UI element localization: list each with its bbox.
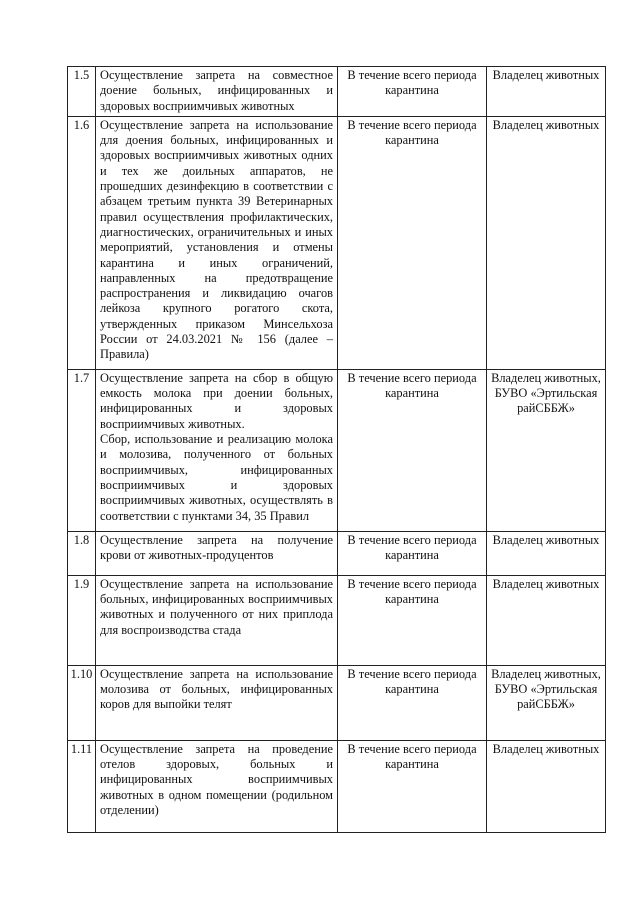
measure-term: В течение всего периода карантина (338, 116, 487, 369)
measure-responsible: Владелец животных (487, 575, 606, 665)
row-number: 1.8 (68, 531, 96, 575)
measure-term: В течение всего периода карантина (338, 740, 487, 832)
table-row (68, 575, 606, 665)
row-number: 1.9 (68, 575, 96, 665)
row-number: 1.11 (68, 740, 96, 832)
measure-term: В течение всего периода карантина (338, 665, 487, 740)
measures-table (67, 66, 606, 833)
measure-paragraph: Осуществление запрета на сбор в общую емкость молока при доении больных, инфицированных и здоровых восприимчивых животных. (100, 370, 333, 431)
measure-term: В течение всего периода карантина (338, 575, 487, 665)
table-row (68, 369, 606, 531)
measure-responsible: Владелец животных, БУВО «Эртильская райСББЖ» (487, 665, 606, 740)
row-number: 1.6 (68, 116, 96, 369)
measure-paragraph: Сбор, использование и реализацию молока и молозива, полученного от больных восприимчивых, инфицированных восприимчивых и здоровых восприимчивых животных, осуществлять в соответствии с пунктами 34, 35 Правил (100, 432, 333, 523)
row-number: 1.5 (68, 67, 96, 117)
table-row (68, 531, 606, 575)
table-row (68, 665, 606, 740)
measure-description: Осуществление запрета на проведение отелов здоровых, больных и инфицированных восприимчивых животных в одном помещении (родильном отделении) (96, 740, 338, 832)
measure-responsible: Владелец животных (487, 531, 606, 575)
measure-description: Осуществление запрета на использование молозива от больных, инфицированных коров для выпойки телят (96, 665, 338, 740)
table-row (68, 67, 606, 117)
row-number: 1.10 (68, 665, 96, 740)
table-row (68, 740, 606, 832)
row-number: 1.7 (68, 369, 96, 531)
measure-description: Осуществление запрета на получение крови от животных-продуцентов (96, 531, 338, 575)
measure-responsible: Владелец животных (487, 67, 606, 117)
table-row (68, 116, 606, 369)
measure-description: Осуществление запрета на совместное доение больных, инфицированных и здоровых восприимчивых животных (96, 67, 338, 117)
measure-responsible: Владелец животных (487, 116, 606, 369)
measure-description (96, 369, 338, 531)
measure-term: В течение всего периода карантина (338, 67, 487, 117)
measure-description: Осуществление запрета на использование для доения больных, инфицированных и здоровых восприимчивых животных одних и тех же доильных аппаратов, не прошедших дезинфекцию в соответствии с абзацем третьим пункта 39 Ветеринарных правил осуществления профилактических, диагностических, ограничительных и иных мероприятий, установления и отмены карантина и иных ограничений, направленных на предотвращение распространения и ликвидацию очагов лейкоза крупного рогатого скота, утвержденных приказом Минсельхоза России от 24.03.2021 № 156 (далее – Правила) (96, 116, 338, 369)
measure-responsible: Владелец животных (487, 740, 606, 832)
measure-term: В течение всего периода карантина (338, 369, 487, 531)
measure-responsible: Владелец животных, БУВО «Эртильская райСББЖ» (487, 369, 606, 531)
measure-description: Осуществление запрета на использование больных, инфицированных восприимчивых животных и полученного от них приплода для воспроизводства стада (96, 575, 338, 665)
measure-term: В течение всего периода карантина (338, 531, 487, 575)
